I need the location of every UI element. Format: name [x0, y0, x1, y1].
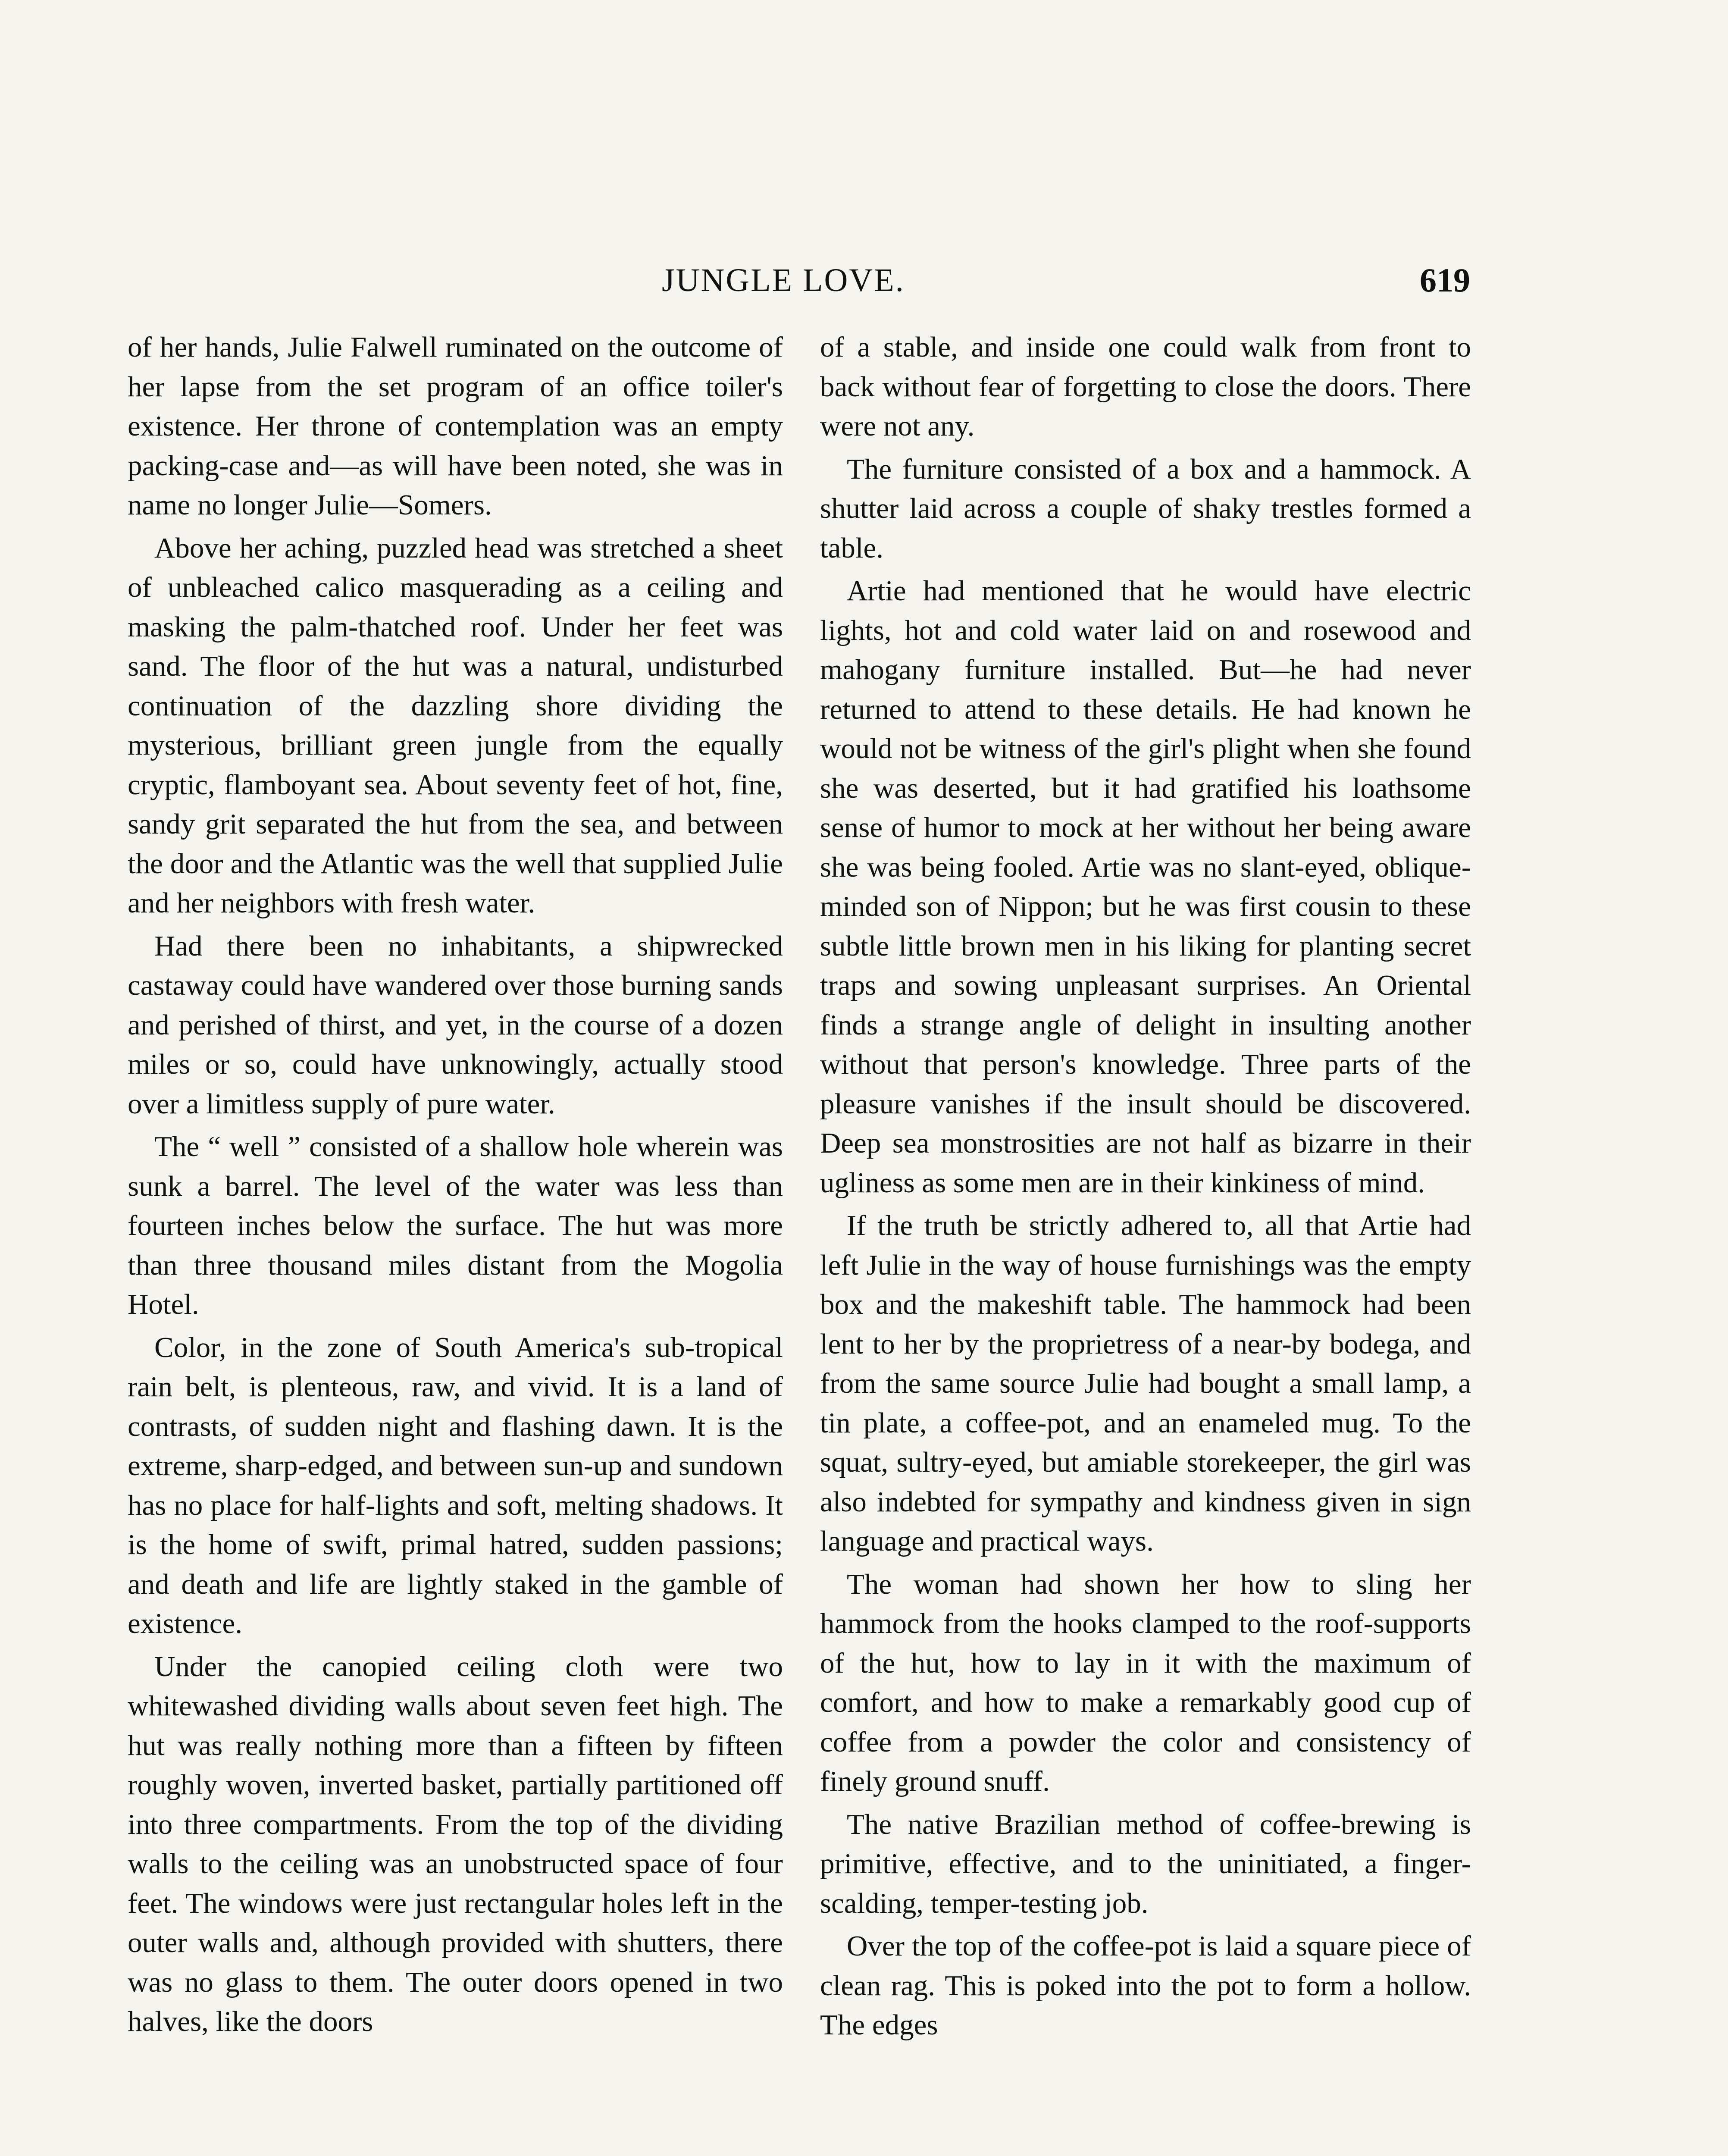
- page-number: 619: [1420, 261, 1470, 299]
- paragraph: Had there been no inhabitants, a shipwrecked castaway could have wandered over those burning sands and perished of thirst, and yet, in the course of a dozen miles or so, could have unknowingly, actually stood over a limitless supply of pure water.: [128, 930, 783, 1120]
- running-header: [0, 254, 1728, 306]
- paragraph: The native Brazilian method of coffee-brewing is primitive, effective, and to the uninitiated, a finger-scalding, temper-testing job.: [820, 1808, 1471, 1919]
- paragraph: The furniture consisted of a box and a hammock. A shutter laid across a couple of shaky trestles formed a table.: [820, 453, 1471, 564]
- paragraph: Under the canopied ceiling cloth were two whitewashed dividing walls about seven feet high. The hut was really nothing more than a fifteen by fifteen roughly woven, inverted basket, partially partitioned off into three compartments. From the top of the dividing walls to the ceiling was an unobstructed space of four feet. The windows were just rectangular holes left in the outer walls and, although provided with shutters, there was no glass to them. The outer doors opened in two halves, like the doors: [128, 1650, 783, 2037]
- paragraph: If the truth be strictly adhered to, all that Artie had left Julie in the way of house furnishings was the empty box and the makeshift table. The hammock had been lent to her by the proprietress of a near-by bodega, and from the same source Julie had bought a small lamp, a tin plate, a coffee-pot, and an enameled mug. To the squat, sultry-eyed, but amiable storekeeper, the girl was also indebted for sympathy and kindness given in sign language and practical ways.: [820, 1210, 1471, 1557]
- right-column: [820, 328, 1471, 2049]
- paragraph: Artie had mentioned that he would have electric lights, hot and cold water laid on and rosewood and mahogany furniture installed. But—he had never returned to attend to these details. He had known he would not be witness of the girl's plight when she found she was deserted, but it had gratified his loathsome sense of humor to mock at her without her being aware she was being fooled. Artie was no slant-eyed, oblique-minded son of Nippon; but he was first cousin to these subtle little brown men in his liking for planting secret traps and sowing unpleasant surprises. An Oriental finds a strange angle of delight in insulting another without that person's knowledge. Three parts of the pleasure vanishes if the insult should be discovered. Deep sea monstrosities are not half as bizarre in their ugliness as some men are in their kinkiness of mind.: [820, 575, 1471, 1199]
- paragraph: Above her aching, puzzled head was stretched a sheet of unbleached calico masquerading as a ceiling and masking the palm-thatched roof. Under her feet was sand. The floor of the hut was a natural, undisturbed continuation of the dazzling shore dividing the mysterious, brilliant green jungle from the equally cryptic, flamboyant sea. About seventy feet of hot, fine, sandy grit separated the hut from the sea, and between the door and the Atlantic was the well that supplied Julie and her neighbors with fresh water.: [128, 532, 783, 919]
- paragraph: Color, in the zone of South America's sub-tropical rain belt, is plenteous, raw, and vivid. It is a land of contrasts, of sudden night and flashing dawn. It is the extreme, sharp-edged, and between sun-up and sundown has no place for half-lights and soft, melting shadows. It is the home of swift, primal hatred, sudden passions; and death and life are lightly staked in the gamble of existence.: [128, 1331, 783, 1639]
- paragraph: of a stable, and inside one could walk from front to back without fear of forgetting to close the doors. There were not any.: [820, 331, 1471, 442]
- running-title: JUNGLE LOVE.: [662, 262, 905, 298]
- paragraph: The woman had shown her how to sling her hammock from the hooks clamped to the roof-supports of the hut, how to lay in it with the maximum of comfort, and how to make a remarkably good cup of coffee from a powder the color and consistency of finely ground snuff.: [820, 1568, 1471, 1797]
- left-column: [128, 328, 783, 2045]
- paragraph: The “ well ” consisted of a shallow hole wherein was sunk a barrel. The level of the water was less than fourteen inches below the surface. The hut was more than three thousand miles distant from the Mogolia Hotel.: [128, 1131, 783, 1320]
- paragraph: Over the top of the coffee-pot is laid a square piece of clean rag. This is poked into the pot to form a hollow. The edges: [820, 1930, 1471, 2041]
- paragraph: of her hands, Julie Falwell ruminated on the outcome of her lapse from the set program of an office toiler's existence. Her throne of contemplation was an empty packing-case and—as will have been noted, she was in name no longer Julie—Somers.: [128, 331, 783, 521]
